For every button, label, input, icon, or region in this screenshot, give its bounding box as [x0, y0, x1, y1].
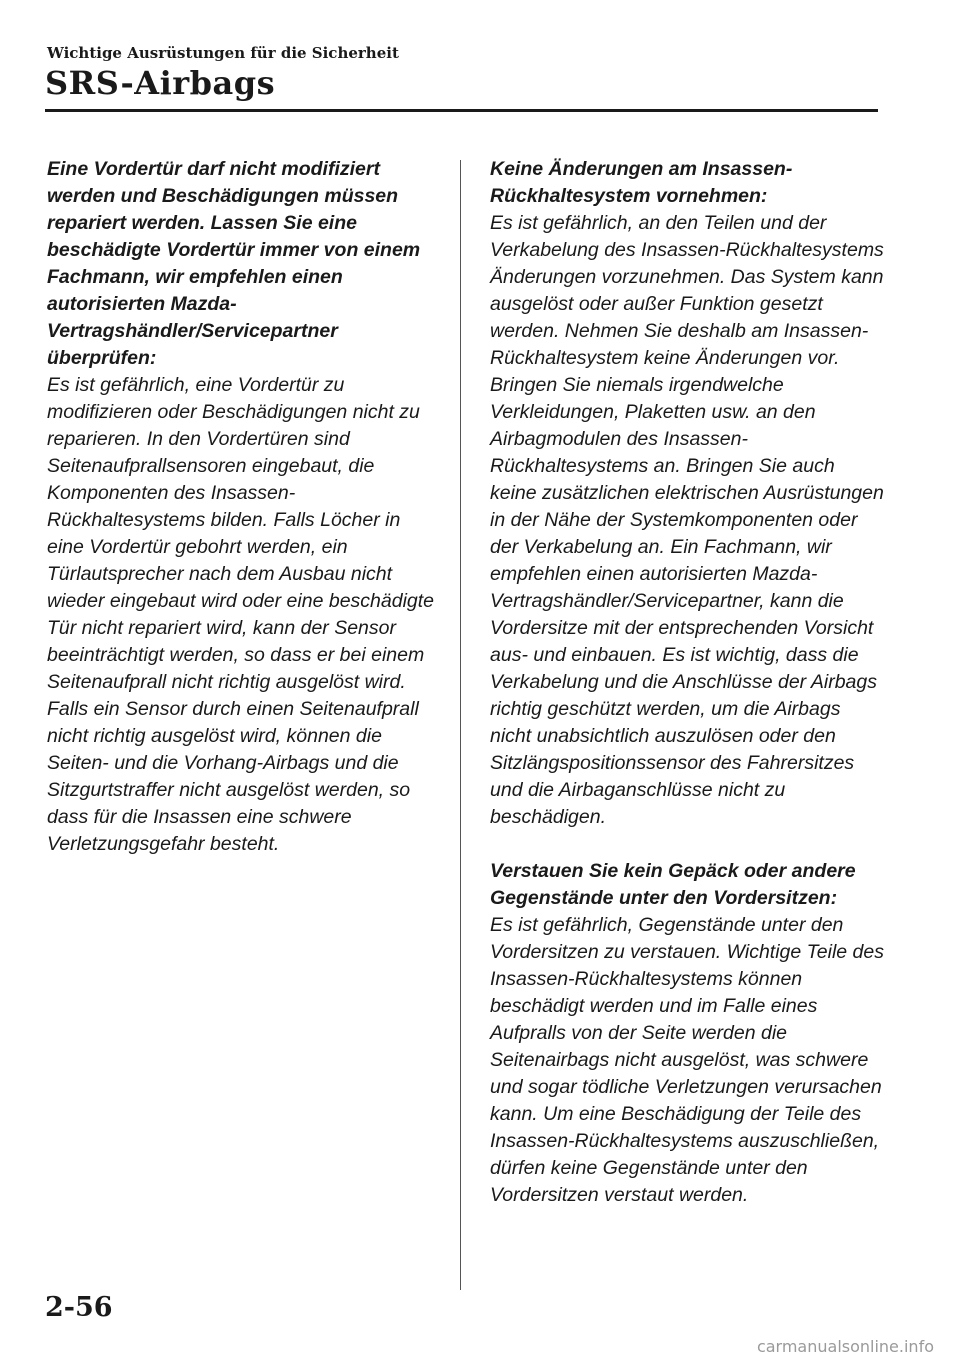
- column-divider: [460, 160, 461, 1290]
- right-column: [490, 156, 885, 1209]
- warning-heading-no-luggage: Verstauen Sie kein Gepäck oder andere Gegenstände unter den Vordersitzen:: [490, 860, 856, 909]
- page-number: 2-56: [45, 1292, 113, 1323]
- left-column: [47, 156, 442, 858]
- block-spacer: [490, 831, 885, 858]
- header-rule: [45, 109, 878, 112]
- section-kicker: Wichtige Ausrüstungen für die Sicherheit: [47, 44, 399, 62]
- watermark: carmanualsonline.info: [756, 1337, 934, 1356]
- warning-body-front-door: Es ist gefährlich, eine Vordertür zu modifizieren oder Beschädigungen nicht zu reparieren. In den Vordertüren sind Seitenaufprallsensoren eingebaut, die Komponenten des Insassen-Rückhaltesystems bilden. Falls Löcher in eine Vordertür gebohrt werden, ein Türlautsprecher nach dem Ausbau nicht wieder eingebaut wird oder eine beschädigte Tür nicht repariert wird, kann der Sensor beeinträchtigt werden, so dass er bei einem Seitenaufprall nicht richtig ausgelöst wird. Falls ein Sensor durch einen Seitenaufprall nicht richtig ausgelöst wird, können die Seiten- und die Vorhang-Airbags und die Sitzgurtstraffer nicht ausgelöst werden, so dass für die Insassen eine schwere Verletzungsgefahr besteht.: [47, 374, 435, 855]
- warning-heading-front-door: Eine Vordertür darf nicht modifiziert werden und Beschädigungen müssen repariert werden. Lassen Sie eine beschädigte Vordertür immer von einem Fachmann, wir empfehlen einen autorisierten Mazda-Vertragshändler/Servicepartner überprüfen:: [47, 158, 421, 369]
- warning-body-no-luggage: Es ist gefährlich, Gegenstände unter den Vordersitzen zu verstauen. Wichtige Teile des Insassen-Rückhaltesystems können beschädigt werden und im Falle eines Aufpralls von der Seite werden die Seitenairbags nicht ausgelöst, was schwere und sogar tödliche Verletzungen verursachen kann. Um eine Beschädigung der Teile des Insassen-Rückhaltesystems auszuschließen, dürfen keine Gegenstände unter den Vordersitzen verstaut werden.: [490, 914, 884, 1206]
- page-title: SRS-Airbags: [45, 64, 276, 102]
- warning-heading-no-modifications: Keine Änderungen am Insassen-Rückhaltesystem vornehmen:: [490, 158, 793, 207]
- warning-body-no-modifications: Es ist gefährlich, an den Teilen und der Verkabelung des Insassen-Rückhaltesystems Änderungen vorzunehmen. Das System kann ausgelöst oder außer Funktion gesetzt werden. Nehmen Sie deshalb am Insassen-Rückhaltesystem keine Änderungen vor. Bringen Sie niemals irgendwelche Verkleidungen, Plaketten usw. an den Airbagmodulen des Insassen-Rückhaltesystems an. Bringen Sie auch keine zusätzlichen elektrischen Ausrüstungen in der Nähe der Systemkomponenten oder der Verkabelung an. Ein Fachmann, wir empfehlen einen autorisierten Mazda-Vertragshändler/Servicepartner, kann die Vordersitze mit der entsprechenden Vorsicht aus- und einbauen. Es ist wichtig, dass die Verkabelung und die Anschlüsse der Airbags richtig geschützt werden, um die Airbags nicht unabsichtlich auszulösen oder den Sitzlängspositionssensor des Fahrersitzes und die Airbaganschlüsse nicht zu beschädigen.: [490, 212, 884, 828]
